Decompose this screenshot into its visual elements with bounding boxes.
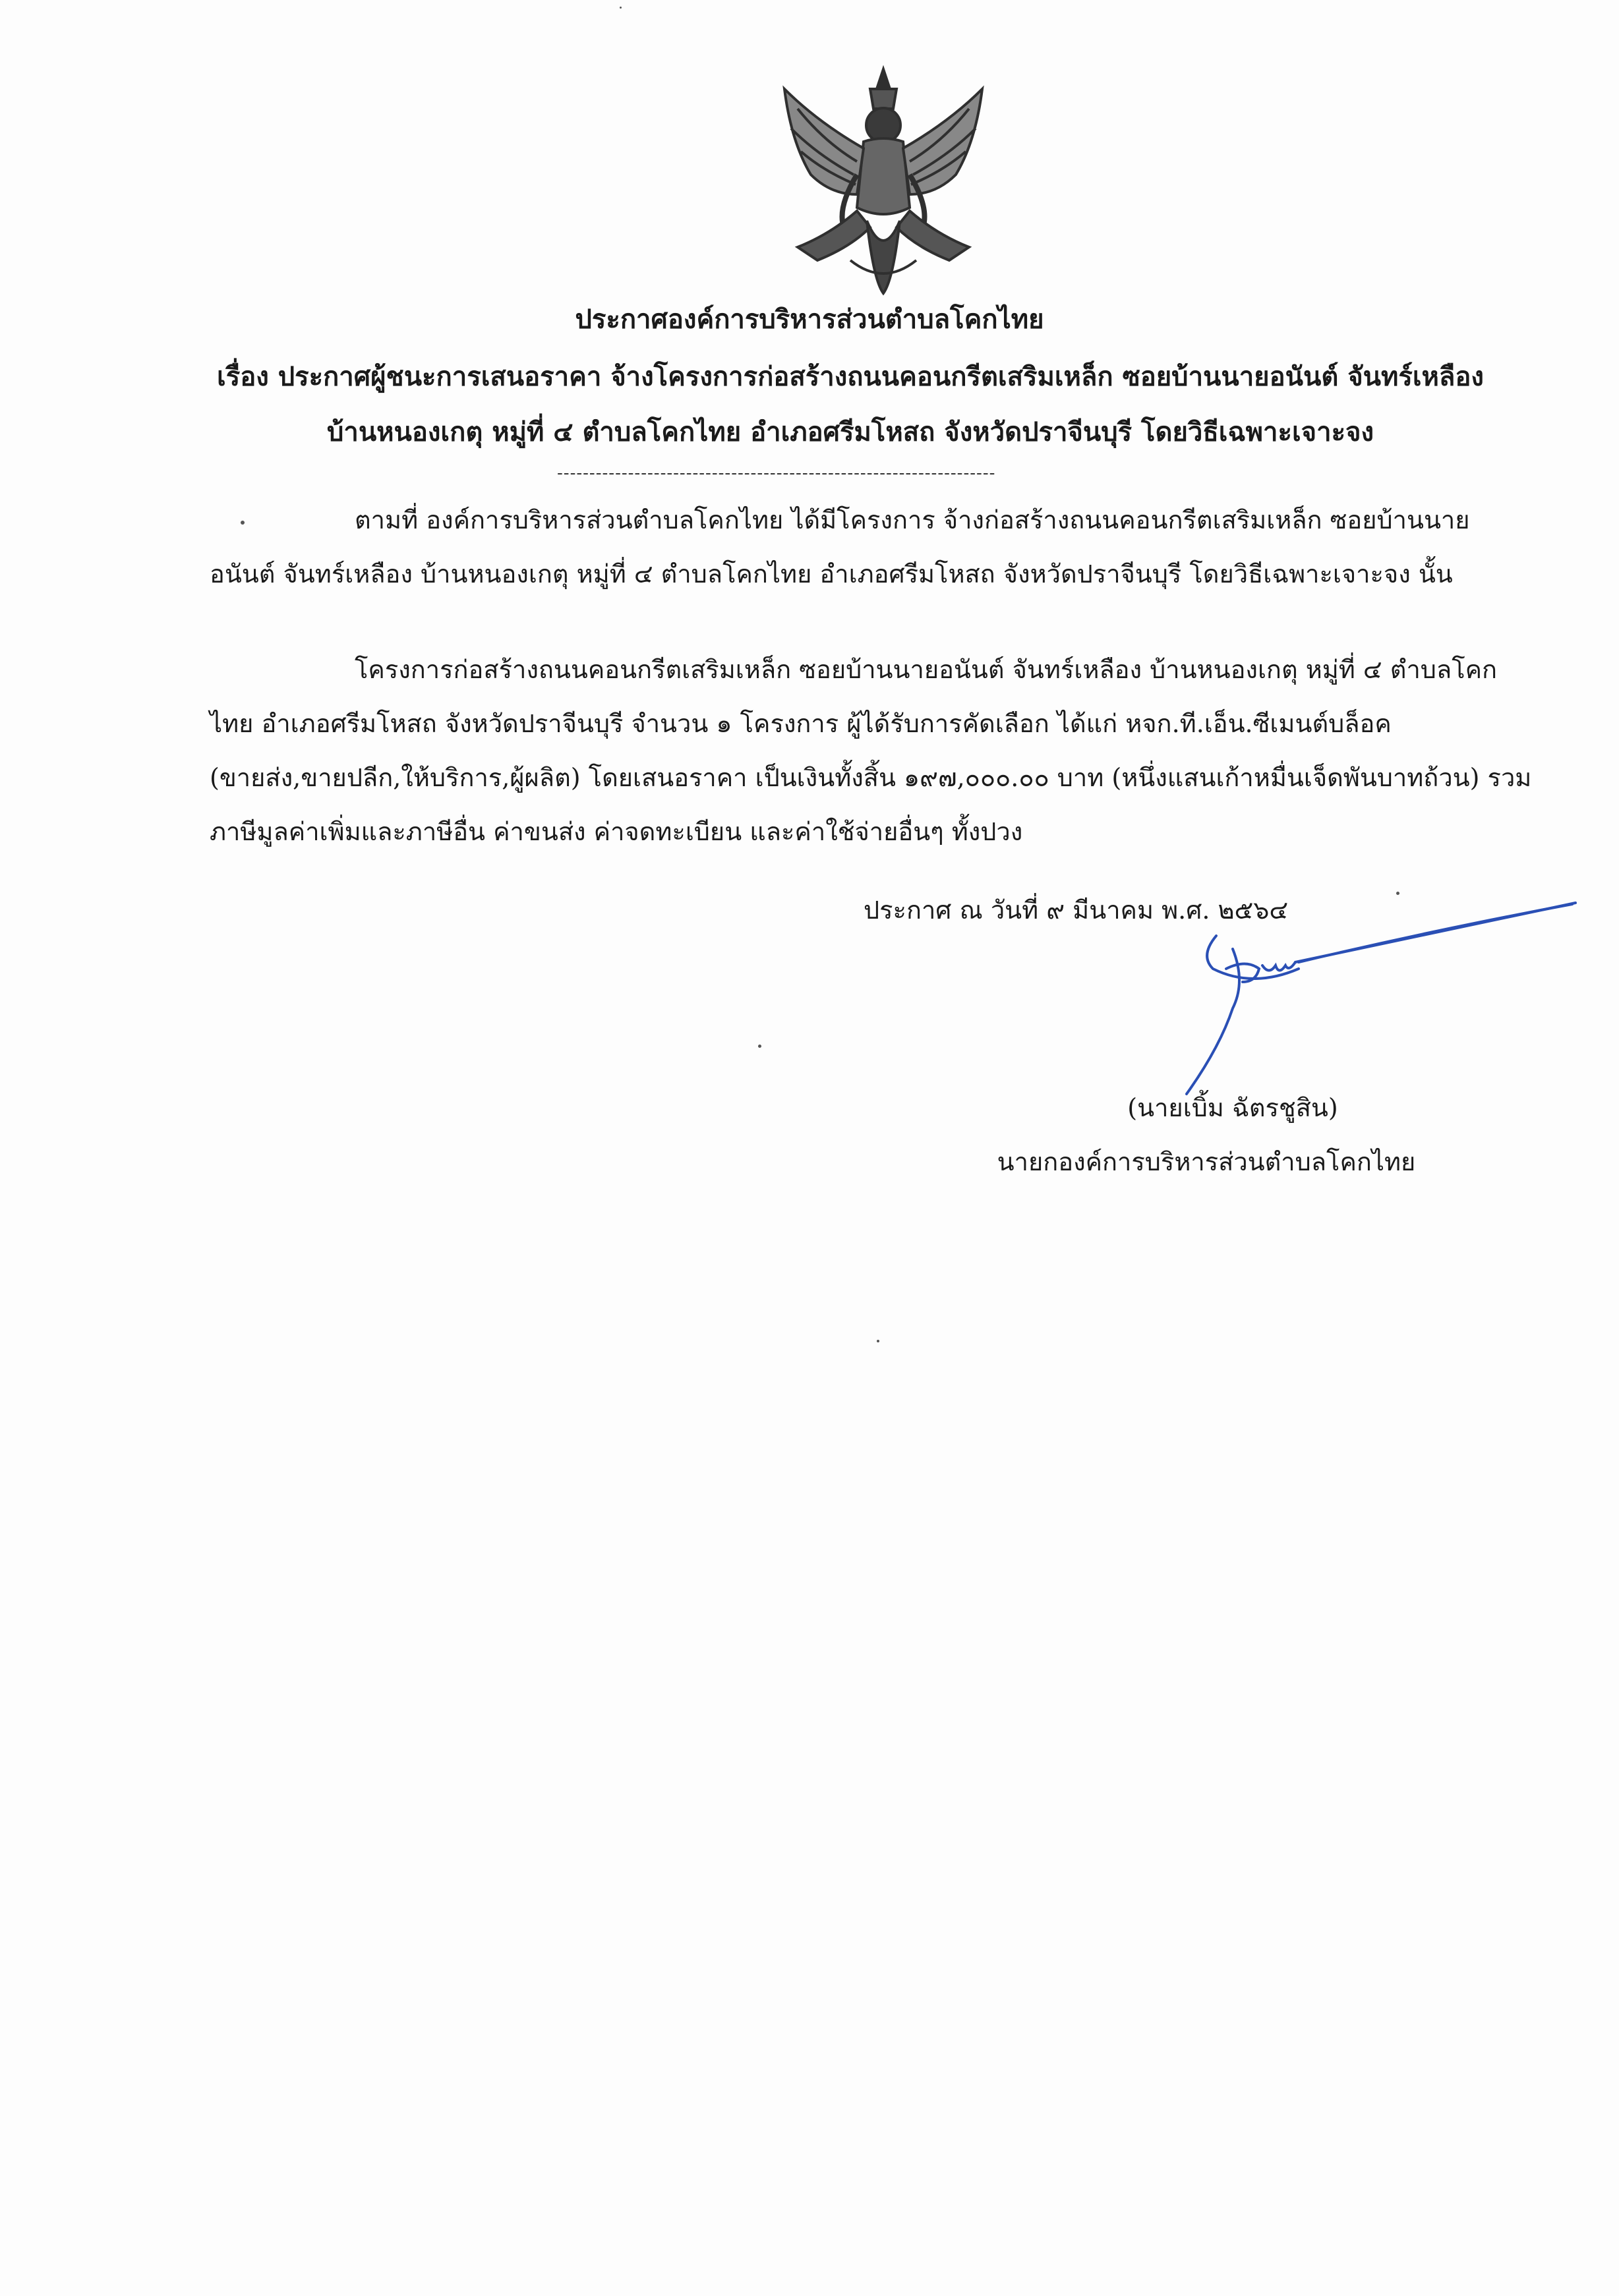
subject-text-1: ประกาศผู้ชนะการเสนอราคา จ้างโครงการก่อสร้างถนนคอนกรีตเสริมเหล็ก ซอยบ้านนายอนันต์ จันทร์เหลือง [278, 361, 1484, 392]
body-paragraph-1: ตามที่ องค์การบริหารส่วนตำบลโคกไทย ได้มีโครงการ จ้างก่อสร้างถนนคอนกรีตเสริมเหล็ก ซอยบ้านนายอนันต์ จันทร์เหลือง บ้านหนองเกตุ หมู่ที่ ๔ ตำบลโคกไทย อำเภอศรีมโหสถ จังหวัดปราจีนบุรี โดยวิธีเฉพาะเจาะจง นั้น [210, 505, 1470, 588]
handwritten-signature-icon [1121, 896, 1582, 1107]
scan-speck [758, 1045, 761, 1048]
announcement-date: ประกาศ ณ วันที่ ๙ มีนาคม พ.ศ. ๒๕๖๔ [864, 896, 1289, 925]
garuda-emblem-icon [771, 63, 995, 300]
scan-speck [1396, 892, 1399, 895]
scan-speck [877, 1340, 879, 1342]
announcement-title: ประกาศองค์การบริหารส่วนตำบลโคกไทย [575, 304, 1044, 335]
divider-line: -------------------------------------------------------------------- [557, 463, 996, 483]
subject-line-1 [198, 349, 1503, 405]
scan-speck [620, 7, 622, 9]
body-paragraph-2: โครงการก่อสร้างถนนคอนกรีตเสริมเหล็ก ซอยบ้านนายอนันต์ จันทร์เหลือง บ้านหนองเกตุ หมู่ที่ ๔ ตำบลโคกไทย อำเภอศรีมโหสถ จังหวัดปราจีนบุรี จำนวน ๑ โครงการ ผู้ได้รับการคัดเลือก ได้แก่ หจก.ที.เอ็น.ซีเมนต์บล็อค (ขายส่ง,ขายปลีก,ให้บริการ,ผู้ผลิต) โดยเสนอราคา เป็นเงินทั้งสิ้น ๑๙๗,๐๐๐.๐๐ บาท (หนึ่งแสนเก้าหมื่นเจ็ดพันบาทถ้วน) รวมภาษีมูลค่าเพิ่มและภาษีอื่น ค่าขนส่ง ค่าจดทะเบียน และค่าใช้จ่ายอื่นๆ ทั้งปวง [210, 655, 1532, 846]
scan-speck [241, 521, 245, 525]
subject-line-2: บ้านหนองเกตุ หมู่ที่ ๔ ตำบลโคกไทย อำเภอศรีมโหสถ จังหวัดปราจีนบุรี โดยวิธีเฉพาะเจาะจง [326, 416, 1374, 447]
subject-label: เรื่อง [217, 361, 269, 392]
signer-position: นายกองค์การบริหารส่วนตำบลโคกไทย [997, 1147, 1416, 1176]
signer-name: (นายเบิ้ม ฉัตรชูสิน) [1127, 1093, 1338, 1122]
subject-block [198, 349, 1503, 460]
